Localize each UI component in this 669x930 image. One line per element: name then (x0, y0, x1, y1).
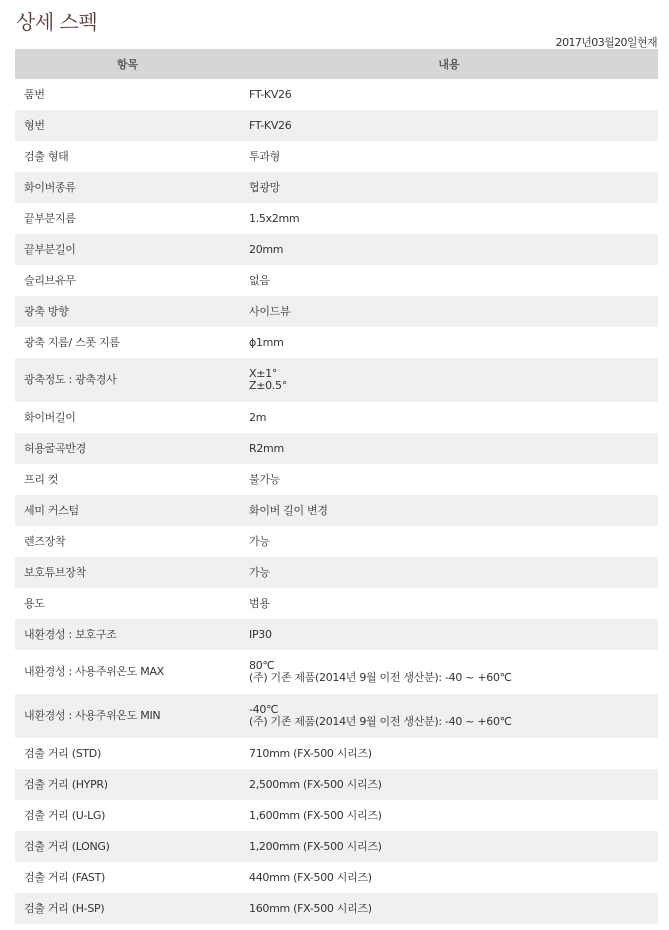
spec-value-line: X±1° (249, 367, 278, 380)
spec-value (240, 769, 658, 800)
spec-label: 슬리브유무 (24, 273, 76, 287)
table-row (15, 203, 658, 234)
spec-label: 광축정도 : 광축경사 (15, 358, 240, 402)
spec-value (240, 327, 658, 358)
spec-value (240, 203, 658, 234)
spec-value-line: 160mm (FX-500 시리즈) (249, 901, 372, 915)
spec-value (240, 79, 658, 110)
spec-value-line: 440mm (FX-500 시리즈) (249, 870, 372, 884)
spec-value (240, 619, 658, 650)
spec-label: 끝부분길이 (15, 234, 240, 265)
page-title: 상세 스펙 (16, 10, 98, 34)
table-row (15, 588, 658, 619)
spec-value-line: (주) 기존 제품(2014년 9월 이전 생산분): -40 ~ +60℃ (249, 715, 512, 728)
spec-value-line: (주) 기존 제품(2014년 9월 이전 생산분): -40 ~ +60℃ (249, 671, 512, 684)
table-row (15, 831, 658, 862)
spec-value-line: ϕ1mm (249, 335, 284, 349)
spec-value (240, 464, 658, 495)
spec-label: 검출 거리 (STD) (24, 746, 101, 760)
spec-value-line: 투과형 (249, 149, 280, 163)
spec-value (240, 800, 658, 831)
spec-label: 검출 거리 (FAST) (24, 870, 106, 884)
spec-label: 품번 (24, 87, 45, 101)
spec-value (240, 893, 658, 924)
spec-value (240, 588, 658, 619)
spec-value-line: 가능 (249, 534, 270, 548)
spec-value-line: 2,500mm (FX-500 시리즈) (249, 777, 382, 791)
spec-value (240, 402, 658, 433)
table-row (15, 433, 658, 464)
spec-value (240, 862, 658, 893)
spec-table-body (15, 79, 658, 924)
spec-value (240, 557, 658, 588)
spec-value-line: 710mm (FX-500 시리즈) (249, 746, 372, 760)
spec-label: 검출 거리 (H-SP) (15, 893, 240, 924)
date-note: 2017년03월20일현재 (555, 36, 657, 49)
spec-label: 끝부분지름 (24, 211, 76, 225)
header-item: 항목 (15, 49, 240, 79)
table-row (15, 769, 658, 800)
table-row (15, 650, 658, 694)
table-row (15, 327, 658, 358)
spec-label: 내환경성 : 사용주위온도 MIN (15, 694, 240, 738)
spec-value-line: 80℃ (249, 659, 275, 672)
spec-label: 프리 컷 (24, 472, 59, 486)
spec-value (240, 433, 658, 464)
spec-label: 검출 거리 (HYPR) (15, 769, 240, 800)
spec-value-line: 범용 (249, 596, 270, 610)
table-row (15, 265, 658, 296)
table-row (15, 862, 658, 893)
spec-value (240, 526, 658, 557)
spec-label: 검출 거리 (LONG) (15, 831, 240, 862)
table-row (15, 800, 658, 831)
spec-value (240, 110, 658, 141)
table-row (15, 464, 658, 495)
spec-label: 렌즈장착 (24, 534, 66, 548)
spec-value-line: 없음 (249, 273, 270, 287)
spec-value-line: FT-KV26 (249, 118, 292, 132)
spec-value-line: FT-KV26 (249, 87, 292, 101)
table-row (15, 172, 658, 203)
table-row (15, 110, 658, 141)
table-row (15, 738, 658, 769)
spec-value-line: IP30 (249, 627, 272, 641)
spec-value (240, 234, 658, 265)
spec-value (240, 141, 658, 172)
table-row (15, 893, 658, 924)
spec-label: 검출 형태 (24, 149, 69, 163)
table-row (15, 694, 658, 738)
spec-value-line: 1.5x2mm (249, 211, 300, 225)
spec-label: 허용굴곡반경 (15, 433, 240, 464)
table-row (15, 526, 658, 557)
spec-value-line: 가능 (249, 565, 270, 579)
spec-value-line: 20mm (249, 242, 284, 256)
spec-label: 화이버종류 (15, 172, 240, 203)
spec-label: 용도 (24, 596, 45, 610)
spec-label: 내환경성 : 보호구조 (15, 619, 240, 650)
spec-value (240, 358, 658, 402)
spec-label: 광축 지름/ 스폿 지름 (24, 335, 120, 349)
spec-value (240, 694, 658, 738)
spec-label: 내환경성 : 사용주위온도 MAX (24, 665, 164, 678)
spec-value-line: R2mm (249, 441, 284, 455)
spec-value-line: 2m (249, 410, 267, 424)
table-row (15, 234, 658, 265)
spec-table (15, 49, 658, 924)
spec-value (240, 738, 658, 769)
spec-label: 보호튜브장착 (15, 557, 240, 588)
spec-value-line: 1,200mm (FX-500 시리즈) (249, 839, 382, 853)
header-content: 내용 (240, 49, 658, 79)
spec-value-line: 협광망 (249, 180, 280, 194)
spec-value (240, 172, 658, 203)
spec-label: 세미 커스텀 (15, 495, 240, 526)
spec-label: 형번 (15, 110, 240, 141)
spec-value (240, 831, 658, 862)
table-row (15, 141, 658, 172)
spec-value-line: 불가능 (249, 472, 280, 486)
spec-label: 검출 거리 (U-LG) (24, 808, 106, 822)
spec-value (240, 296, 658, 327)
table-row (15, 296, 658, 327)
spec-value-line: 사이드뷰 (249, 304, 291, 318)
table-row (15, 557, 658, 588)
spec-value (240, 495, 658, 526)
spec-value-line: 1,600mm (FX-500 시리즈) (249, 808, 382, 822)
spec-label: 화이버길이 (24, 410, 76, 424)
spec-label: 광축 방향 (15, 296, 240, 327)
table-row (15, 619, 658, 650)
spec-value (240, 265, 658, 296)
table-row (15, 402, 658, 433)
spec-value (240, 650, 658, 694)
table-row (15, 358, 658, 402)
table-row (15, 495, 658, 526)
table-header-row (15, 49, 658, 79)
table-row (15, 79, 658, 110)
spec-value-line: -40℃ (249, 703, 279, 716)
spec-value-line: Z±0.5° (249, 379, 287, 392)
spec-value-line: 화이버 길이 변경 (249, 503, 328, 517)
